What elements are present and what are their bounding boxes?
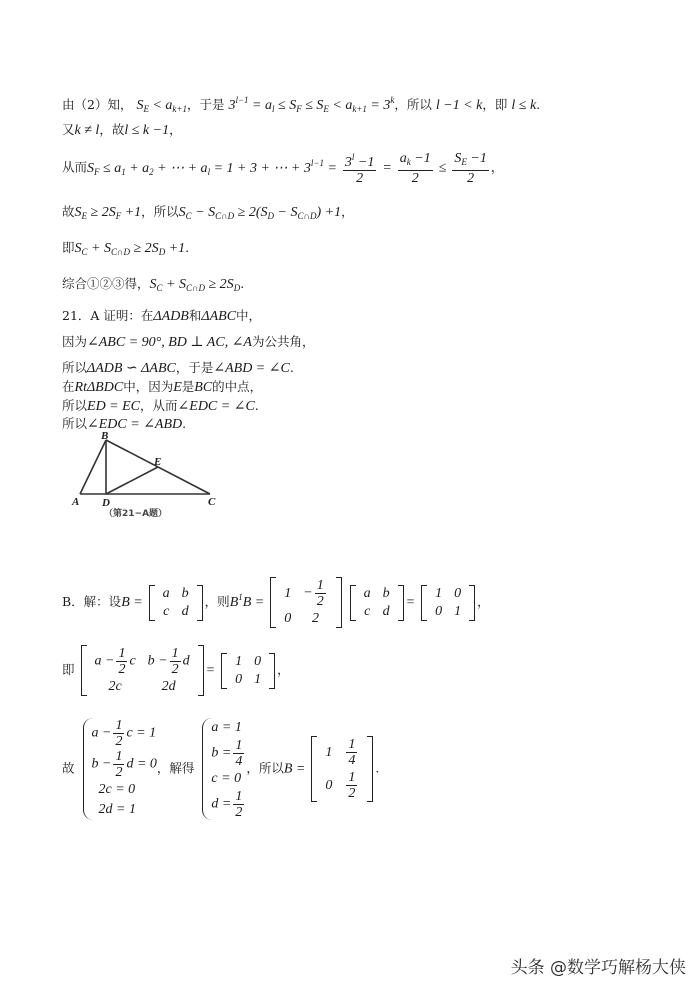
- line-3: 从而$S_F \le a_1 + a_2$ + ⋯ + $a_l = 1 + 3$ + ⋯ + $3^{l-1}$ = $\frac{3^l -1}{2}$ = $\frac{a_k -1}{2}$ ≤ $\frac{S_E -1}{2}$ ，: [62, 150, 504, 186]
- line-system: 故 a − $\frac{1}{2}$ c = 1 b − $\frac{1}{2}$ d = 0 2c = 0 2d = 1 ，解得 a = 1 b = $\frac{1}{4}$ c = 0 d = $\frac{1}{2}$ ，所以B = 1 $\frac{1}{4}$ 0 $\frac{1}{2}$ .: [62, 718, 380, 820]
- line-12: 所以∠EDC = ∠ABD.: [62, 416, 187, 432]
- line-5: 即$S_C + S_{C\cap D} \ge 2S_D +1$.: [62, 240, 190, 257]
- line-2: 又k ≠ l，故l ≤ k −1，: [62, 122, 182, 138]
- line-8: 因为∠ABC = 90°, BD ⊥ AC, ∠A为公共角，: [62, 334, 315, 350]
- label-E: E: [154, 456, 162, 468]
- watermark: 头条 @数学巧解杨大侠: [510, 958, 686, 978]
- line-1: 由（2）知， $S_E < a_{k+1}$，于是 $3^{l-1} = a_l \le S_F \le S_E < a_{k+1} = 3^k$，所以 l −1 < k，即 l ≤ k.: [62, 95, 541, 114]
- line-ji: 即 a − $\frac{1}{2}$ c b − $\frac{1}{2}$ d 2c 2d = 1 0 0 1 ，: [62, 646, 290, 694]
- line-10: 在RtΔBDC中，因为E是BC的中点，: [62, 379, 263, 395]
- line-11: 所以ED = EC，从而∠EDC = ∠C.: [62, 398, 259, 414]
- line-b: B．解：设B = a b c d ，则$B^1B$ = 1 − $\frac{1}{2}$ 0 2 a b c d = 1 0 0 1 ，: [62, 578, 490, 626]
- line-6: 综合①②③得，$S_C + S_{C\cap D} \ge 2S_D$.: [62, 276, 245, 293]
- line-9: 所以ΔADB ∽ ΔABC，于是∠ABD = ∠C.: [62, 360, 294, 376]
- line-4: 故$S_E \ge 2S_F +1$，所以$S_C - S_{C\cap D} \ge 2(S_D - S_{C\cap D}) +1$，: [62, 204, 354, 221]
- line-7: 21．A 证明：在ΔADB和ΔABC中，: [62, 308, 262, 324]
- label-D: D: [102, 497, 110, 509]
- triangle-figure: [68, 428, 228, 520]
- label-B: B: [101, 430, 109, 442]
- figure-caption: （第21−A题）: [104, 509, 168, 519]
- label-A: A: [72, 496, 80, 508]
- label-C: C: [208, 496, 216, 508]
